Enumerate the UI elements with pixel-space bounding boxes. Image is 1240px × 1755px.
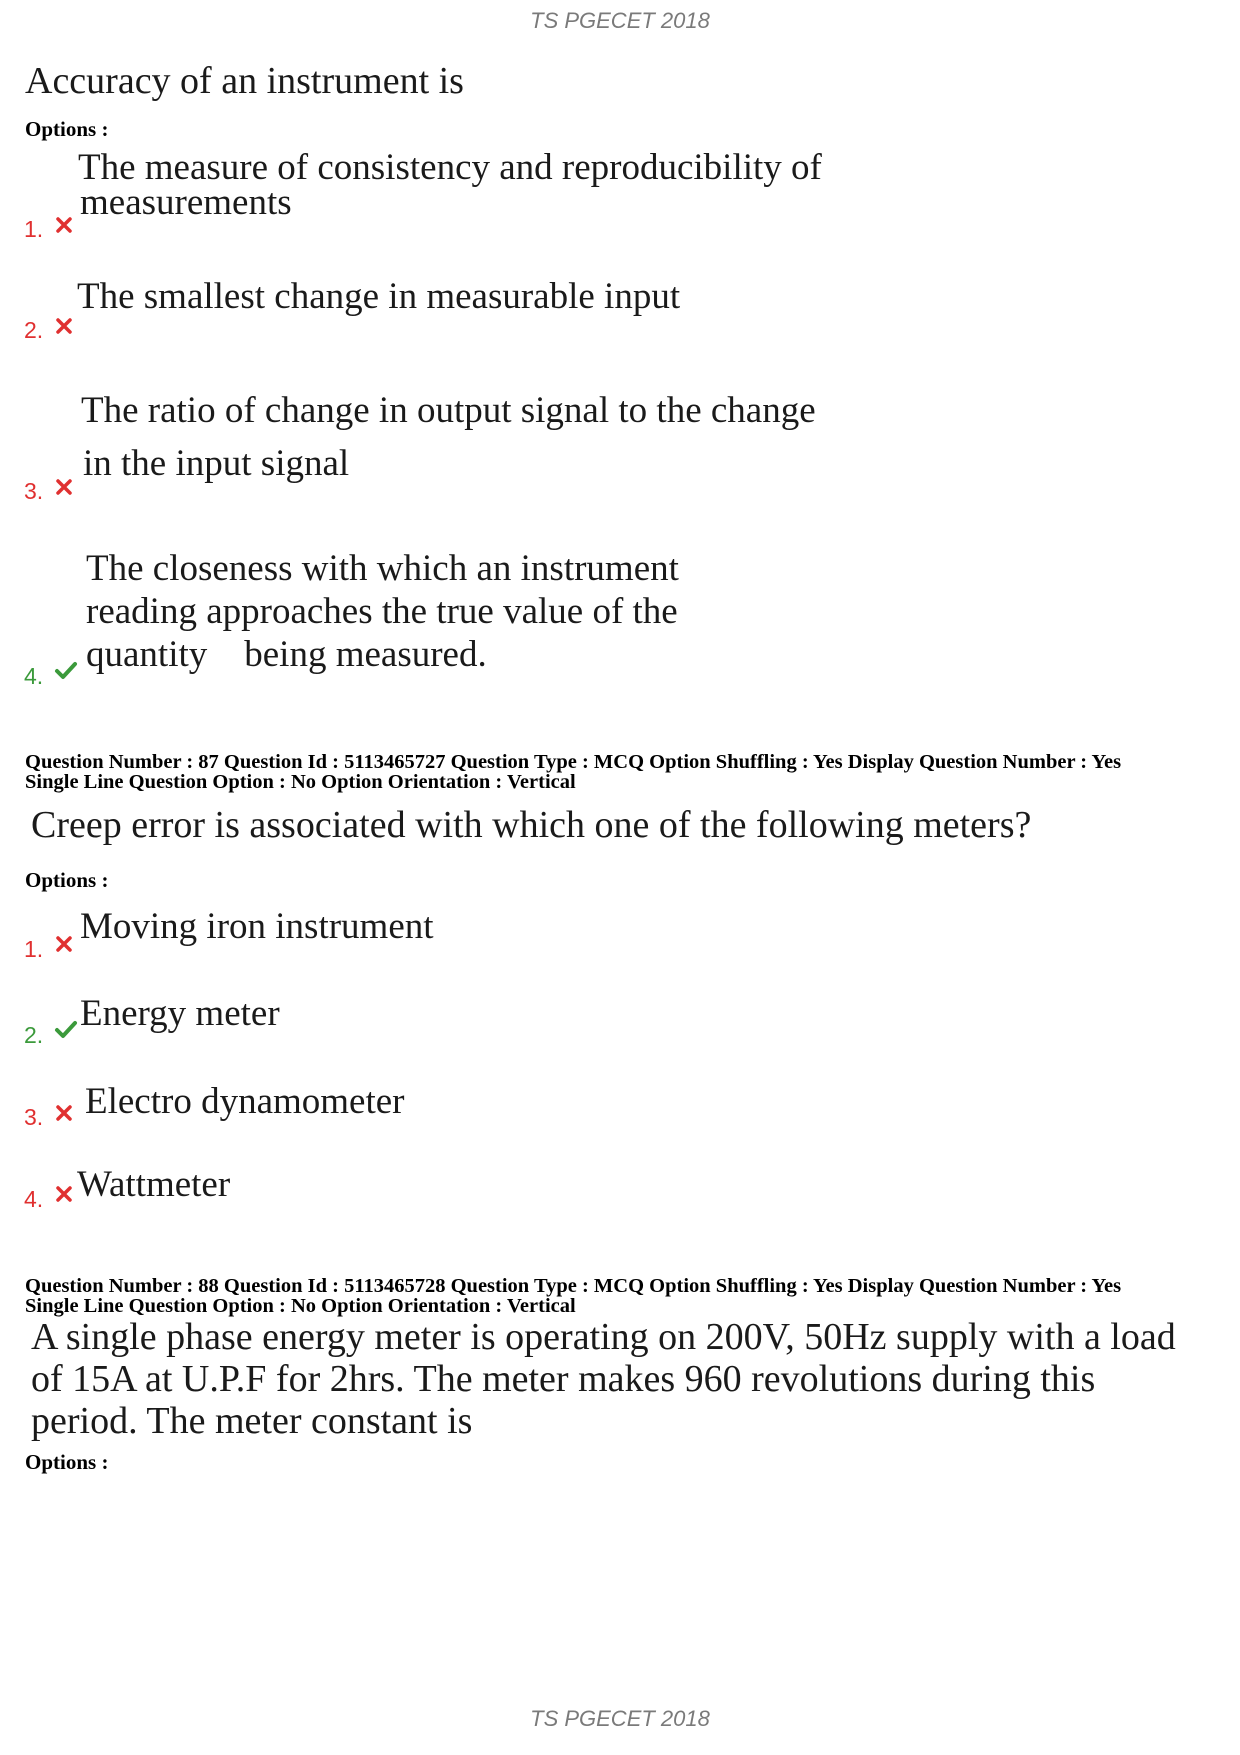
q87-option-4-number: 4. <box>24 1186 44 1212</box>
q86-option-4-line-3: quantity being measured. <box>86 634 487 675</box>
q88-meta-line-1: Question Number : 88 Question Id : 5113465728 Question Type : MCQ Option Shuffling : Yes Display Question Number : Yes <box>25 1275 1122 1297</box>
question-88-text-line-2: of 15A at U.P.F for 2hrs. The meter makes 960 revolutions during this <box>31 1358 1096 1400</box>
question-88-text-line-3: period. The meter constant is <box>31 1400 473 1442</box>
q87-meta-line-1: Question Number : 87 Question Id : 5113465727 Question Type : MCQ Option Shuffling : Yes Display Question Number : Yes <box>25 751 1122 773</box>
q86-option-1-line-2: measurements <box>80 182 292 223</box>
cross-icon <box>54 1103 74 1123</box>
q86-option-3-line-2: in the input signal <box>83 443 350 484</box>
cross-icon <box>54 1184 74 1204</box>
q87-option-2-number: 2. <box>24 1022 44 1048</box>
q86-option-4-line-2: reading approaches the true value of the <box>86 591 678 632</box>
q87-option-3-text: Electro dynamometer <box>85 1081 405 1122</box>
options-label: Options : <box>25 117 109 141</box>
q87-option-2-text: Energy meter <box>80 993 280 1034</box>
cross-icon <box>54 215 74 235</box>
cross-icon <box>54 934 74 954</box>
q86-option-4-number: 4. <box>24 663 44 689</box>
q87-option-4-text: Wattmeter <box>77 1164 231 1205</box>
page-header: TS PGECET 2018 <box>530 8 710 33</box>
check-icon <box>54 660 78 680</box>
question-87-text: Creep error is associated with which one of the following meters? <box>31 804 1032 846</box>
options-label: Options : <box>25 868 109 892</box>
q86-option-4-line-1: The closeness with which an instrument <box>86 548 679 589</box>
question-88-text-line-1: A single phase energy meter is operating on 200V, 50Hz supply with a load <box>31 1316 1176 1358</box>
q86-option-3-number: 3. <box>24 478 44 504</box>
page-footer: TS PGECET 2018 <box>530 1706 710 1731</box>
check-icon <box>54 1019 78 1039</box>
cross-icon <box>54 477 74 497</box>
cross-icon <box>54 316 74 336</box>
q87-meta-line-2: Single Line Question Option : No Option Orientation : Vertical <box>25 771 576 793</box>
q88-meta-line-2: Single Line Question Option : No Option Orientation : Vertical <box>25 1295 576 1317</box>
question-86-text: Accuracy of an instrument is <box>25 60 464 102</box>
q86-option-2-number: 2. <box>24 317 44 343</box>
q87-option-1-text: Moving iron instrument <box>80 906 434 947</box>
options-label: Options : <box>25 1450 109 1474</box>
q86-option-3-line-1: The ratio of change in output signal to the change <box>81 390 816 431</box>
q86-option-1-number: 1. <box>24 216 44 242</box>
q86-option-1-line-1: The measure of consistency and reproducibility of <box>78 147 822 188</box>
q87-option-1-number: 1. <box>24 936 44 962</box>
q86-option-2-line-1: The smallest change in measurable input <box>77 276 681 317</box>
q87-option-3-number: 3. <box>24 1104 44 1130</box>
